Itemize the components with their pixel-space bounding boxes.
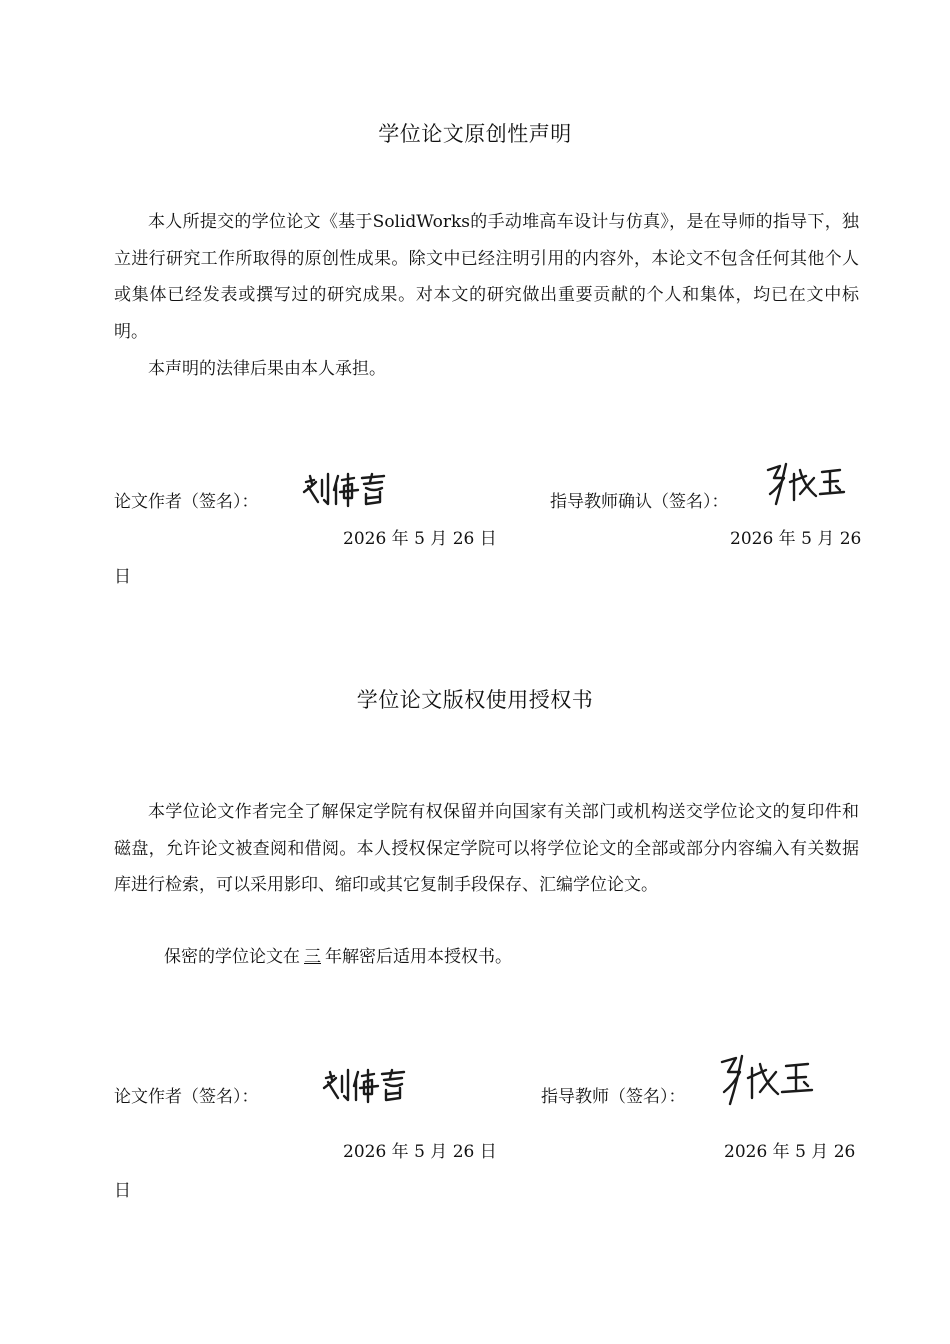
authorization-author-date: 2026 年 5 月 26 日 [343, 1142, 497, 1162]
declaration-paragraph: 本人所提交的学位论文《基于SolidWorks的手动堆高车设计与仿真》，是在导师的指导下，独立进行研究工作所取得的原创性成果。除文中已经注明引用的内容外，本论文不包含任何其他个人或集体已经发表或撰写过的研究成果。对本文的研究做出重要贡献的个人和集体，均已在文中标明。 [114, 212, 859, 342]
declaration-title: 学位论文原创性声明 [378, 122, 572, 146]
authorization-advisor-date-wrap: 日 [114, 1181, 131, 1201]
authorization-author-signature [320, 1066, 410, 1106]
declaration-legal-paragraph: 本声明的法律后果由本人承担。 [148, 359, 386, 379]
secret-suffix: 年解密后适用本授权书。 [325, 947, 512, 967]
authorization-title: 学位论文版权使用授权书 [356, 688, 594, 712]
declaration-author-date: 2026 年 5 月 26 日 [343, 529, 497, 549]
secret-prefix: 保密的学位论文在 [164, 947, 300, 967]
authorization-secret-line [164, 946, 512, 968]
authorization-paragraph: 本学位论文作者完全了解保定学院有权保留并向国家有关部门或机构送交学位论文的复印件和磁盘，允许论文被查阅和借阅。本人授权保定学院可以将学位论文的全部或部分内容编入有关数据库进行检索，可以采用影印、缩印或其它复制手段保存、汇编学位论文。 [114, 802, 859, 895]
declaration-advisor-signature [760, 460, 850, 508]
authorization-advisor-label: 指导教师（签名）： [541, 1087, 686, 1107]
authorization-advisor-date: 2026 年 5 月 26 [724, 1142, 856, 1162]
declaration-author-label: 论文作者（签名）： [114, 492, 259, 512]
declaration-advisor-date: 2026 年 5 月 26 [730, 529, 862, 549]
declaration-advisor-date-wrap: 日 [114, 567, 131, 587]
authorization-author-label: 论文作者（签名）： [114, 1087, 259, 1107]
secret-years: 三 [304, 947, 321, 967]
authorization-advisor-signature [712, 1052, 822, 1108]
declaration-advisor-label: 指导教师确认（签名）： [550, 492, 729, 512]
declaration-author-signature [300, 470, 390, 510]
